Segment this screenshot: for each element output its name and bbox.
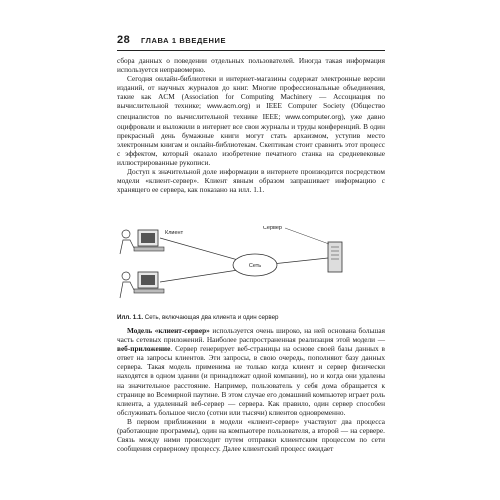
paragraph: сбора данных о поведении отдельных пользователей. Иногда такая информация используется неправомерно. — [117, 56, 385, 75]
paragraph: Сегодня онлайн-библиотеки и интернет-магазины содержат электронные версии изданий, от научных журналов до книг. Многие профессиональные объединения, такие как ACM (Association for Computing Machinery — Ассоциация по вычислительной технике; www.acm.org) и IEEE Computer Society (Общество специалистов по вычислительной технике IEEE; www.computer.org), уже давно оцифровали и выложили в интернет все свои журналы и труды конференций. В один прекрасный день бумажные книги могут стать архаизмом, уступив место электронным книгам и онлайн-библиотекам. Скептикам стоит сравнить этот процесс с эффектом, который оказало изобретение печатного станка на средневековые иллюстрированные рукописи. — [117, 74, 385, 168]
client-workstation-icon — [120, 272, 164, 298]
client-workstation-icon — [120, 230, 164, 254]
running-header — [117, 34, 385, 48]
paragraph: В первом приближении в модели «клиент-сервер» участвуют два процесса (работающие программы), один на компьютере пользователя, а второй — на сервере. Связь между ними происходит путем отправки клиентским процессом по сети сообщения серверному процессу. Далее клиентский процесс ожидает — [117, 416, 385, 454]
url-acm: www.acm.org — [207, 103, 248, 111]
page-number: 28 — [117, 34, 131, 46]
client-label: Клиент — [165, 230, 184, 236]
figure-network-diagram — [110, 226, 380, 310]
figure-caption: Илл. 1.1. Сеть, включающая два клиента и один сервер — [117, 314, 279, 321]
url-computer: www.computer.org — [285, 113, 342, 121]
server-label: Сервер — [262, 226, 282, 231]
paragraph: Доступ к значительной доле информации в интернете производится посредством модели «клиент-сервер». Клиент явным образом запрашивает информацию с хранящего ее сервера, как показано на илл. 1.1. — [117, 167, 385, 195]
chapter-title: ГЛАВА 1 ВВЕДЕНИЕ — [141, 36, 227, 45]
text-block-top — [117, 56, 385, 194]
text-block-bottom — [117, 326, 385, 453]
link-line — [272, 258, 328, 264]
link-line — [160, 270, 238, 282]
link-line — [160, 238, 238, 260]
paragraph: Модель «клиент-сервер» используется очень широко, на ней основана большая часть сетевых приложений. Наиболее распространенная реализация этой модели — веб-приложение. Сервер генерирует веб-страницы на основе своей базы данных в ответ на запросы клиентов. Эти запросы, в свою очередь, пополняют базу данных сервера. Такая модель применима не только когда клиент и сервер физически находятся в одном здании (и принадлежат одной компании), но и когда они удалены на значительное расстояние. Например, пользователь у себя дома обращается к странице во Всемирной паутине. В этом случае его домашний компьютер играет роль клиента, а удаленный веб-сервер — сервера. Как правило, один сервер способен обслуживать большое число (сотни или тысячи) клиентов одновременно. — [117, 326, 385, 417]
term-web-app: веб-приложение — [117, 344, 171, 354]
header-rule — [117, 50, 385, 51]
server-icon — [328, 242, 342, 272]
network-label: Сеть — [248, 263, 262, 269]
term-client-server: Модель «клиент-сервер» — [127, 326, 210, 335]
